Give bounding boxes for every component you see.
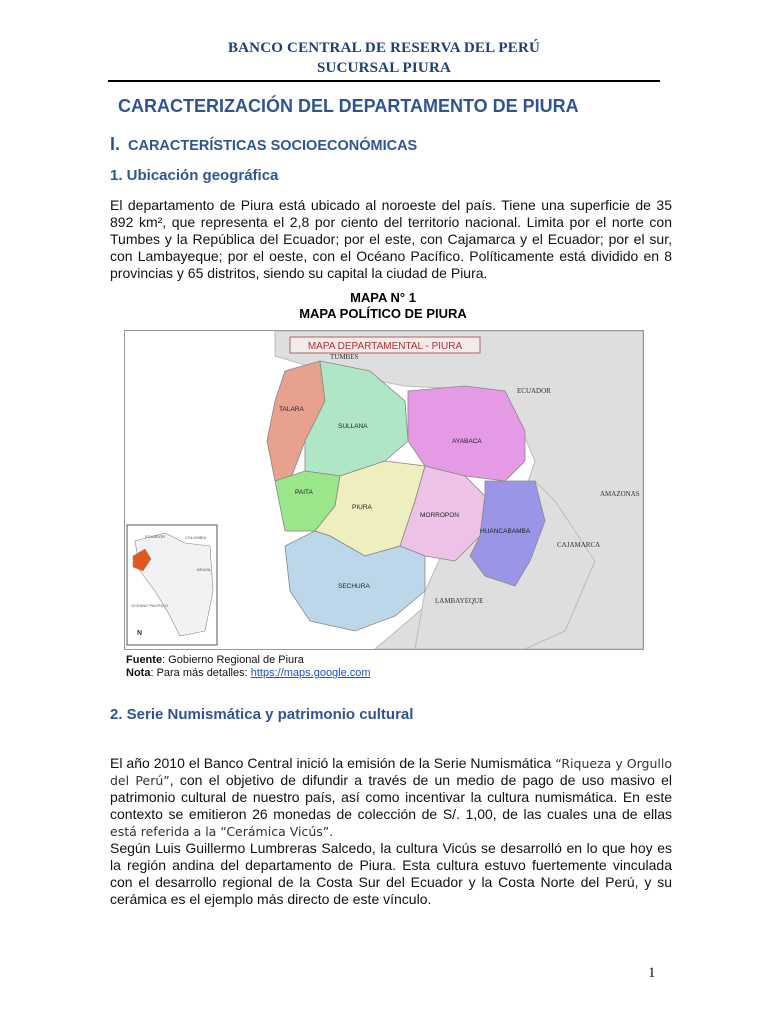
paragraph-location: El departamento de Piura está ubicado al noroeste del país. Tiene una superficie de 35 892 km², que representa el 2,8 por ciento del territorio nacional. Limita por el norte con Tumbes y la República del Ecuador; por el este, con Cajamarca y el Ecuador; por el sur, con Lambayeque; por el oeste, con el Océano Pacífico. Políticamente está dividido en 8 provincias y 65 distritos, siendo su capital la ciudad de Piura. bbox=[110, 197, 672, 281]
label-morropon: MORROPON bbox=[420, 512, 459, 519]
source-label: Fuente bbox=[126, 654, 163, 666]
map-source bbox=[126, 654, 304, 666]
inset-label-ocean: OCEANO PACIFICO bbox=[131, 603, 169, 608]
section-title: CARACTERÍSTICAS SOCIOECONÓMICAS bbox=[128, 138, 418, 154]
label-ecuador: ECUADOR bbox=[517, 387, 551, 395]
p2-part1: El año 2010 el Banco Central inició la emisión de la Serie Numismática bbox=[110, 755, 556, 771]
maps-link[interactable]: https://maps.google.com bbox=[250, 667, 371, 679]
map-note bbox=[126, 667, 371, 679]
paragraph-vicus-culture: Según Luis Guillermo Lumbreras Salcedo, la cultura Vicús se desarrolló en lo que hoy es la región andina del departamento de Piura. Esta cultura estuvo fuertemente vinculada con el desarrollo regional de la Costa Sur del Ecuador y la Costa Norte del Perú, y su cerámica es el ejemplo más directo de este vínculo. bbox=[110, 840, 672, 907]
subsection-heading-numismatic: 2. Serie Numismática y patrimonio cultural bbox=[110, 706, 414, 723]
paragraph-numismatic-series bbox=[110, 755, 672, 840]
label-amazonas: AMAZONAS bbox=[600, 490, 640, 498]
label-lambayeque: LAMBAYEQUE bbox=[435, 597, 484, 605]
page-number: 1 bbox=[648, 965, 656, 981]
inset-label-ecuador: ECUADOR bbox=[145, 534, 166, 539]
document-title: CARACTERIZACIÓN DEL DEPARTAMENTO DE PIURA bbox=[118, 96, 579, 116]
header-branch: SUCURSAL PIURA bbox=[316, 60, 452, 76]
section-number: I. bbox=[110, 134, 121, 154]
label-huancabamba: HUANCABAMBA bbox=[480, 528, 531, 535]
p2-series-name: “Riqueza y Orgullo del Perú” bbox=[110, 756, 672, 788]
section-heading bbox=[110, 134, 417, 155]
header-institution: BANCO CENTRAL DE RESERVA DEL PERÚ bbox=[227, 40, 541, 56]
p2-part3: está referida a la “Cerámica Vicús”. bbox=[110, 824, 334, 839]
map-banner: MAPA DEPARTAMENTAL - PIURA bbox=[307, 341, 463, 352]
label-paita: PAITA bbox=[295, 489, 313, 496]
map-number: MAPA N° 1 bbox=[350, 290, 416, 305]
label-tumbes: TUMBES bbox=[330, 353, 359, 361]
label-talara: TALARA bbox=[279, 406, 304, 413]
inset-label-colombia: COLOMBIA bbox=[185, 535, 207, 540]
subsection-heading-location: 1. Ubicación geográfica bbox=[110, 167, 279, 184]
note-text: : Para más detalles: bbox=[150, 667, 251, 679]
source-text: : Gobierno Regional de Piura bbox=[162, 654, 304, 666]
p2-part2: , con el objetivo de difundir a través de un medio de pago de uso masivo el patrimonio cultural de nuestro país, así como incentivar la cultura numismática. En este contexto se emitieron 26 monedas de colección de S/. 1,00, de las cuales una de ellas bbox=[110, 772, 672, 822]
piura-map-figure bbox=[124, 330, 644, 650]
label-cajamarca: CAJAMARCA bbox=[557, 541, 601, 549]
label-piura: PIURA bbox=[352, 504, 372, 511]
note-label: Nota bbox=[126, 667, 151, 679]
label-ayabaca: AYABACA bbox=[452, 438, 482, 445]
header-divider bbox=[108, 80, 660, 82]
inset-label-brazil: BRASIL bbox=[197, 567, 212, 572]
label-sechura: SECHURA bbox=[338, 583, 370, 590]
map-title: MAPA POLÍTICO DE PIURA bbox=[299, 306, 467, 321]
label-sullana: SULLANA bbox=[338, 423, 368, 430]
piura-map bbox=[125, 331, 643, 649]
north-arrow-icon: N bbox=[137, 630, 143, 637]
